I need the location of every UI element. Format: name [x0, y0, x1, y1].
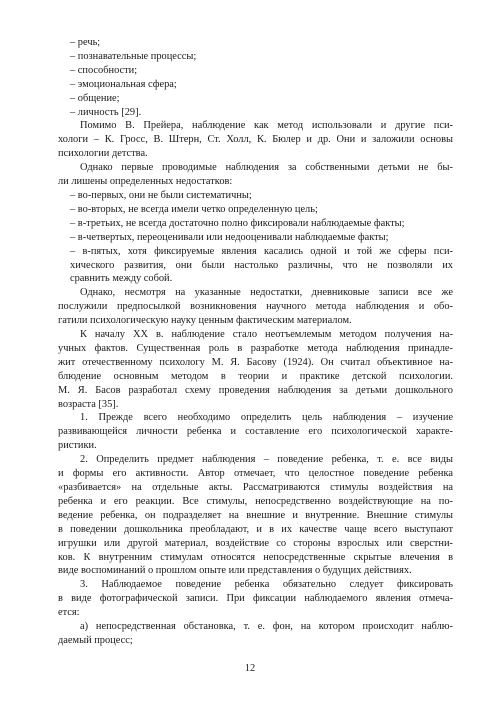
text-line: – общение; — [70, 92, 120, 104]
text-line: – речь; — [70, 37, 101, 48]
text-line: 2. Определить предмет наблюдения – поведение ребенка, т. е. все виды — [80, 454, 453, 466]
text-line: психологии детства. — [58, 148, 148, 160]
text-line: М. Я. Басов разработал схему проведения наблюдения за детьми дошкольного — [58, 384, 453, 396]
text-line: 3. Наблюдаемое поведение ребенка обязательно следует фиксировать — [80, 579, 453, 591]
text-line: даемый процесс; — [58, 634, 133, 646]
text-line: – в-третьих, не всегда достаточно полно фиксировали наблюдаемые факты; — [70, 217, 405, 229]
text-line: хологи – К. Гросс, В. Штерн, Ст. Холл, К. Бюлер и др. Они и заложили основы — [58, 134, 453, 146]
text-line: «разбивается» на отдельные акты. Рассматриваются стимулы воздействия на — [58, 482, 453, 493]
text-line: 1. Прежде всего необходимо определить цель наблюдения – изучение — [80, 412, 453, 424]
text-line: – во-первых, они не были систематичны; — [70, 189, 252, 201]
page-body-text — [58, 36, 453, 648]
text-line: – познавательные процессы; — [70, 50, 197, 62]
text-line: жит отечественному психологу М. Я. Басову (1924). Он считал объективное на- — [58, 356, 453, 368]
text-line: в виде фотографической записи. При фиксации наблюдаемого явления отмеча- — [58, 593, 453, 605]
text-line: ведение ребенка, он подразделяет на внешние и внутренние. Внешние стимулы — [58, 509, 453, 521]
text-line: ребенка и его реакции. Все стимулы, непосредственно воздействующие на по- — [58, 495, 453, 507]
text-line: сравнить между собой. — [70, 273, 173, 285]
text-line: гатили психологическую науку ценным фактическим материалом. — [58, 315, 352, 327]
text-line: – личность [29]. — [70, 106, 142, 118]
text-line: виде воспоминаний о прошлом опыте или представления о будущих действиях. — [58, 565, 412, 577]
text-line: – во-вторых, не всегда имели четко определенную цель; — [70, 203, 318, 215]
text-line: послужили предпосылкой возникновения научного метода наблюдения и обо- — [58, 301, 453, 313]
page-number: 12 — [244, 663, 256, 674]
text-line: ристики. — [58, 440, 97, 452]
text-line: и формы его активности. Автор отмечает, что целостное поведение ребенка — [58, 468, 453, 480]
text-line: хического развития, они были настолько различны, что не позволяли их — [70, 259, 453, 271]
text-line: Однако, несмотря на указанные недостатки, дневниковые записи все же — [80, 287, 453, 299]
text-line: игрушки или другой материал, воздействие со стороны взрослых или сверстни- — [58, 537, 453, 549]
text-line: – эмоциональная сфера; — [70, 78, 177, 90]
text-line: ков. К внутренним стимулам относятся непосредственные скрытые влечения в — [58, 551, 453, 563]
text-line: возраста [35]. — [58, 398, 119, 410]
text-line: К началу XX в. наблюдение стало неотъемлемым методом получения на- — [80, 329, 453, 341]
text-line: Помимо В. Прейера, наблюдение как метод использовали и другие пси- — [80, 120, 453, 132]
text-line: учных фактов. Существенная роль в разработке метода наблюдения принадле- — [58, 342, 453, 354]
text-line: Однако первые проводимые наблюдения за собственными детьми не бы- — [80, 162, 453, 174]
text-line: в поведении дошкольника преобладают, и в их качестве чаще всего выступают — [58, 523, 453, 535]
text-line: ется: — [58, 607, 80, 619]
text-line: блюдение основным методом в теории и практике детской психологии. — [58, 370, 453, 382]
text-line: – в-четвертых, переоценивали или недооценивали наблюдаемые факты; — [70, 231, 389, 243]
text-line: а) непосредственная обстановка, т. е. фон, на котором происходит наблю- — [80, 621, 453, 633]
text-line: – способности; — [70, 64, 138, 76]
text-line: – в-пятых, хотя фиксируемые явления касались одной и той же сферы пси- — [70, 245, 453, 257]
text-line: ли лишены определенных недостатков: — [58, 176, 233, 188]
text-line: развивающейся личности ребенка и составление его психологической характе- — [58, 426, 453, 438]
